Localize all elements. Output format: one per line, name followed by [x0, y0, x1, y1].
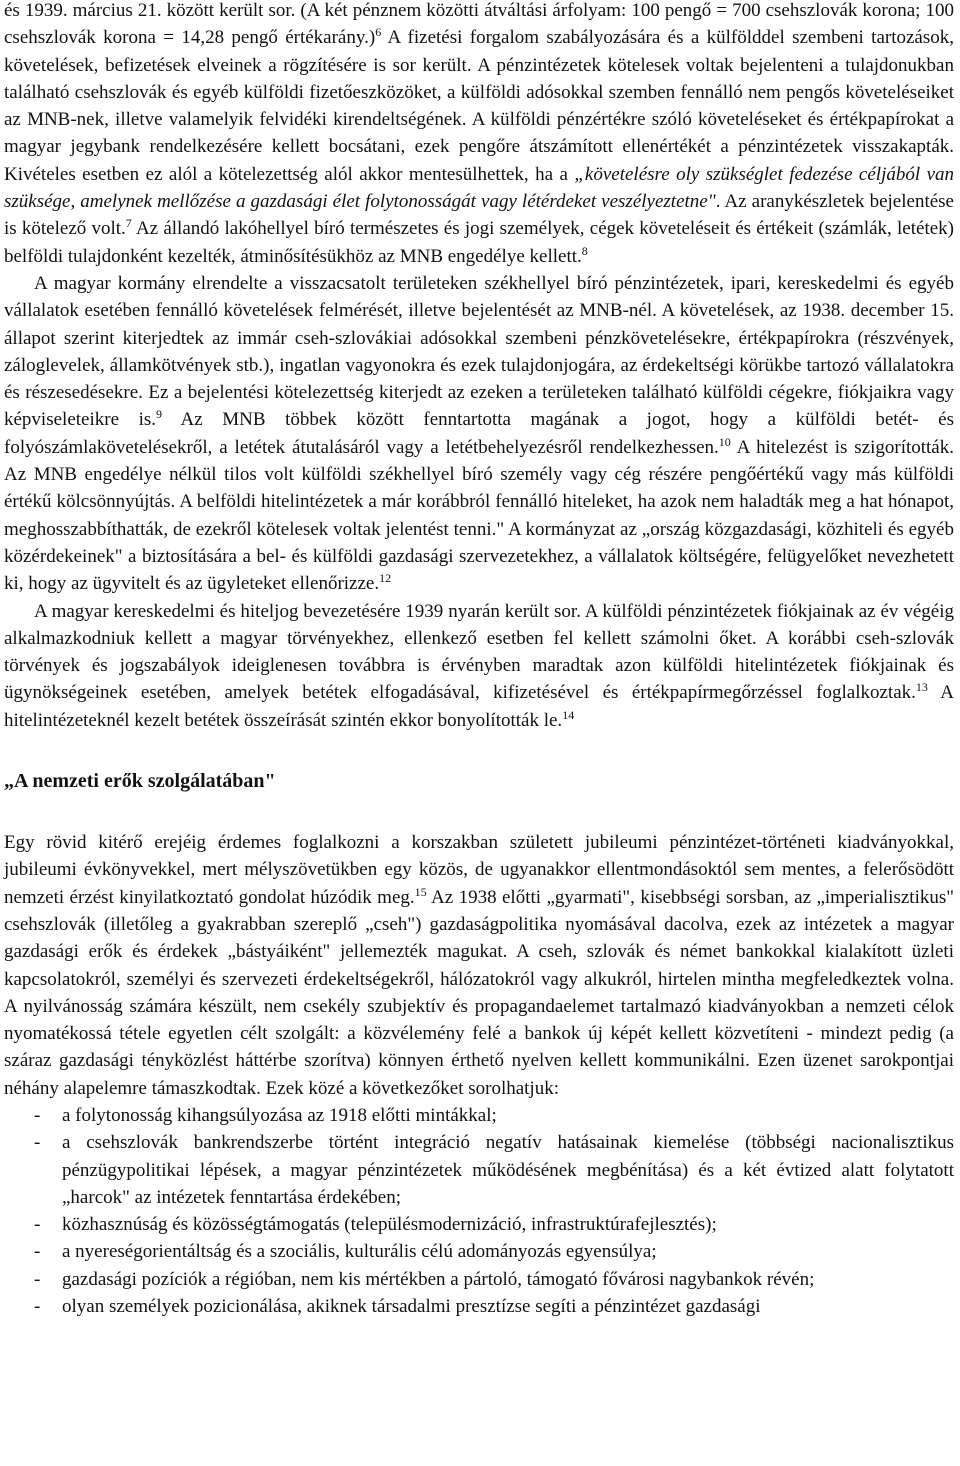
list-item — [4, 1293, 954, 1320]
text-run: A magyar kormány elrendelte a visszacsatolt területeken székhellyel bíró pénzintézetek, ipari, kereskedelmi és egyéb vállalatok esetében fennálló követelések felmérését, illetve bejelentését az MNB-nél. A követelések, az 1938. december 15. állapot szerint kiterjedtek az immár cseh-szlovákiai adósokkal szembeni pénzkövetelésekre, értékpapírokra (részvények, záloglevelek, államkötvények stb.), ingatlan vagyonokra és ezek tulajdonjogára, az érdekeltségi körükbe tartozó vállalatokra és részesedésekre. Ez a bejelentési kötelezettség kiterjedt az ezeken a területeken található külföldi cégekre, fiókjaikra vagy képviseleteikre is. — [4, 272, 954, 431]
list-item-text: a csehszlovák bankrendszerbe történt integráció negatív hatásainak kiemelése (többségi nacionalisztikus pénzügypolitikai lépések, a magyar pénzintézetek működésének megbénítása) és a két évtized alatt folytatott „harcok" az intézetek fenntartása érdekében; — [62, 1132, 954, 1208]
paragraph-after-heading — [4, 829, 954, 1102]
footnote-marker: 13 — [915, 680, 928, 695]
list-item-text: a nyereségorientáltság és a szociális, kulturális célú adományozás egyensúlya; — [62, 1241, 657, 1263]
text-run: . Az aranykészletek bejelentése is kötelező volt. — [4, 191, 954, 240]
list-marker: - — [34, 1268, 41, 1290]
list-marker: - — [34, 1214, 41, 1236]
text-run: Egy rövid kitérő erejéig érdemes foglalkozni a korszakban született jubileumi pénzintézet-történeti kiadványokkal, jubileumi évkönyvekkel, mert mélyszövetükben egy közös, de ugyanakkor ellentmondásoktól sem mentes, a felerősödött nemzeti érzést kinyilatkoztató gondolat húzódik meg. — [4, 832, 954, 908]
list-item — [4, 1211, 954, 1238]
list-marker: - — [34, 1241, 41, 1263]
footnote-marker: 8 — [581, 243, 588, 258]
text-run: A hitelezést is szigorították. Az MNB engedélye nélkül tilos volt külföldi székhellyel bíró személy vagy cég részére pengőértékű vagy más külföldi értékű kölcsönnyújtás. A belföldi hitelintézetek a már korábbról fennálló hiteleket, ha azok nem haladták meg a hat hónapot, meghosszabbíthatták, de ezekről kötelesek voltak jelentést tenni." A kormányzat az „ország közgazdasági, közhiteli és egyéb közérdekeinek" a biztosítására a bel- és külföldi gazdasági szervezetekhez, a vállalatok költségére, felügyelőket nevezhetett ki, hogy az ügyvitelt és az ügyleteket ellenőrizze. — [4, 436, 954, 595]
footnote-marker: 9 — [156, 407, 162, 422]
footnote-marker: 6 — [375, 25, 382, 40]
list-marker: - — [34, 1104, 41, 1126]
list-item — [4, 1129, 954, 1211]
list-item — [4, 1266, 954, 1293]
list-item-text: a folytonosság kihangsúlyozása az 1918 előtti mintákkal; — [62, 1104, 497, 1126]
bullet-list — [4, 1102, 954, 1320]
footnote-marker: 7 — [125, 216, 132, 231]
list-item-text: közhasznúság és közösségtámogatás (településmodernizáció, infrastruktúrafejlesztés); — [62, 1214, 717, 1236]
footnote-marker: 10 — [718, 434, 731, 449]
text-run: A magyar kereskedelmi és hiteljog bevezetésére 1939 nyarán került sor. A külföldi pénzintézetek fiókjainak az év végéig alkalmazkodniuk kellett a magyar törvényekhez, ellenkező esetben fel kellett számolni őket. A korábbi cseh-szlovák törvények és jogszabályok ideiglenesen továbbra is érvényben maradtak azon külföldi hitelintézetek fiókjainak és ügynökségeinek esetében, amelyek betétek elfogadásával, kifizetésével és értékpapírmegőrzéssel foglalkoztak. — [4, 600, 954, 704]
text-run: Az 1938 előtti „gyarmati", kisebbségi sorsban, az „imperialisztikus" csehszlovák (illetőleg a gyakrabban szereplő „cseh") gazdaságpolitika nyomásával dacolva, ezek az intézetek a magyar gazdasági erők és érdekek „bástyáiként" jellemezték magukat. A cseh, szlovák és német bankokkal kialakított üzleti kapcsolatokról, személyi és szervezeti érdekeltségekről, hálózatokról vagy alkukról, hirtelen mintha megfeledkeztek volna. A nyilvánosság számára készült, nem csekély szubjektív és propagandaelemet tartalmazó kiadványokban a nemzeti célok nyomatékossá tétele egyetlen célt szolgált: a közvélemény felé a bankok új képét kellett közvetíteni - mindezt pedig (a száraz gazdasági tényközlést háttérbe szorítva) könnyen érthető nyelven kellett kommunikálni. Ezen üzenet sarokpontjai néhány alapelemre támaszkodtak. Ezek közé a következőket sorolhatjuk: — [4, 886, 954, 1099]
paragraph-2 — [4, 270, 954, 598]
paragraph-3 — [4, 598, 954, 734]
paragraph-1 — [4, 0, 954, 270]
list-item-text: gazdasági pozíciók a régióban, nem kis mértékben a pártoló, támogató fővárosi nagybankok révén; — [62, 1268, 815, 1290]
text-run: A hitelintézeteknél kezelt betétek összeírását szintén ekkor bonyolították le. — [4, 682, 954, 731]
text-run: Az állandó lakóhellyel bíró természetes és jogi személyek, cégek követeléseit és értékeit (számlák, letétek) belföldi tulajdonként kezelték, átminősítésükhöz az MNB engedélye kellett. — [4, 218, 954, 267]
list-marker: - — [34, 1296, 41, 1318]
text-run: A fizetési forgalom szabályozására és a külfölddel szembeni tartozások, követelések, befizetések elveinek a rögzítésére is sor került. A pénzintézetek kötelesek voltak bejelenteni a tulajdonukban található csehszlovák és egyéb külföldi fizetőeszközöket, a külföldi adósokkal szemben fennálló nem pengős követeléseiket az MNB-nek, illetve valamelyik felvidéki kirendeltségének. A külföldi pénzértékre szóló követeléseket és értékpapírokat a magyar jegybank rendelkezésére kellett bocsátani, ezek pengőre átszámított ellenértékét a pénzintézetek visszakapták. Kivételes esetben ez alól a kötelezettség alól akkor mentesülhettek, ha a — [4, 27, 954, 185]
footnote-marker: 14 — [562, 707, 575, 722]
text-run: Az MNB többek között fenntartotta magának a jogot, hogy a külföldi betét- és folyószámlakövetelésekről, a letétek átutalásáról vagy a letétbehelyezésről rendelkezhessen. — [4, 409, 954, 458]
list-item — [4, 1238, 954, 1265]
footnote-marker: 12 — [379, 571, 392, 586]
text-run: és 1939. március 21. között került sor. (A két pénznem közötti átváltási árfolyam: 100 pengő = 700 csehszlovák korona; 100 csehszlovák korona = 14,28 pengő értékarány.) — [4, 0, 954, 49]
list-item — [4, 1102, 954, 1129]
list-item-text: olyan személyek pozicionálása, akiknek társadalmi presztízse segíti a pénzintézet gazdasági — [62, 1296, 761, 1318]
footnote-marker: 15 — [414, 884, 427, 899]
quoted-italic-text: „követelésre oly szükséglet fedezése céljából van szüksége, amelynek mellőzése a gazdasági élet folytonosságát vagy létérdeket veszélyeztetne" — [4, 163, 954, 213]
list-marker: - — [34, 1132, 41, 1154]
section-heading: „A nemzeti erők szolgálatában" — [4, 770, 276, 793]
